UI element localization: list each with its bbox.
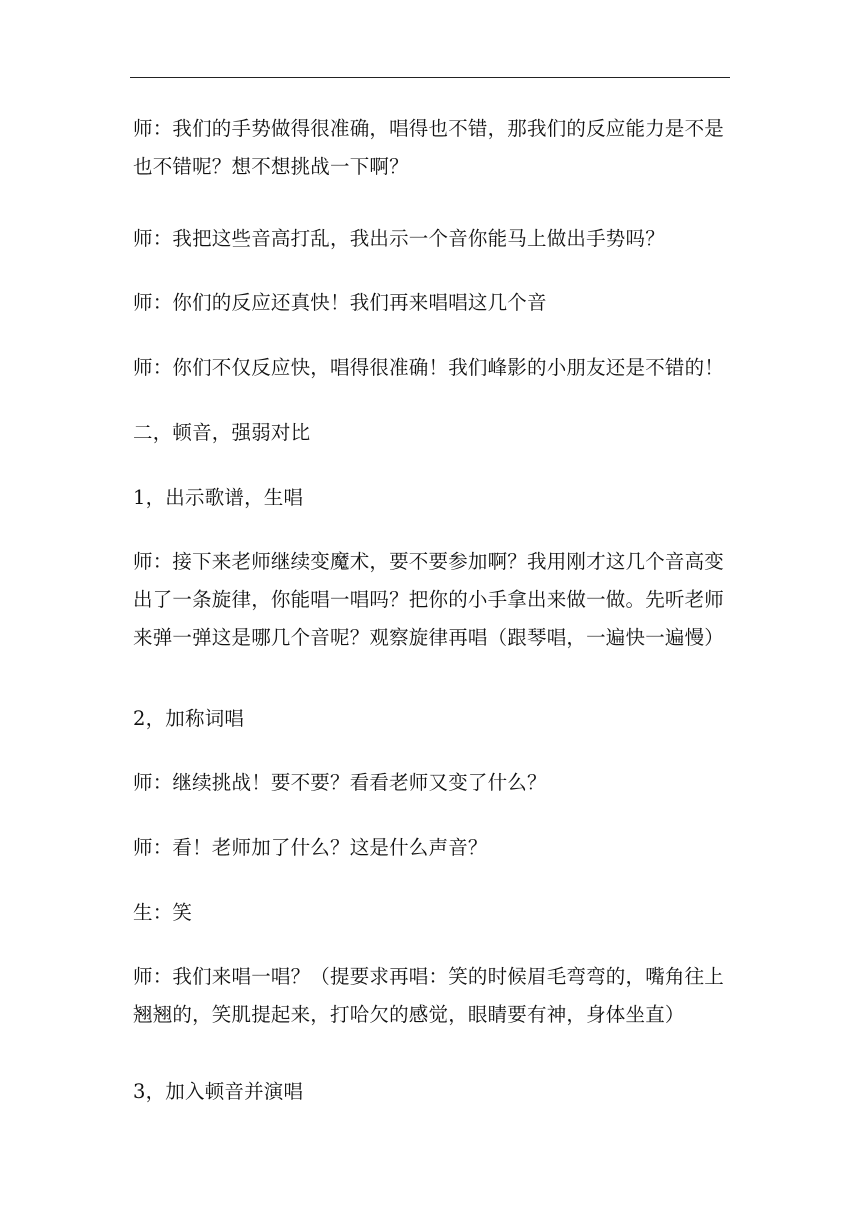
step-2-heading: 2，加称词唱 — [133, 707, 245, 730]
paragraph-teacher-melody: 师：接下来老师继续变魔术，要不要参加啊？我用刚才这几个音高变出了一条旋律，你能唱一唱吗？把你的小手拿出来做一做。先听老师来弹一弹这是哪几个音呢？观察旋律再唱（跟琴唱，一遍快一遍慢） — [133, 550, 725, 649]
paragraph-teacher-look: 师：看！老师加了什么？这是什么声音？ — [133, 836, 488, 859]
step-3-heading: 3，加入顿音并演唱 — [133, 1080, 304, 1103]
step-1-heading: 1，出示歌谱，生唱 — [133, 486, 304, 509]
paragraph-teacher-fast: 师：你们的反应还真快！我们再来唱唱这几个音 — [133, 291, 547, 314]
paragraph-teacher-challenge: 师：我们的手势做得很准确，唱得也不错，那我们的反应能力是不是也不错呢？想不想挑战一下啊？ — [133, 117, 725, 178]
paragraph-teacher-praise: 师：你们不仅反应快，唱得很准确！我们峰影的小朋友还是不错的！ — [133, 356, 725, 379]
header-rule — [130, 77, 730, 78]
paragraph-teacher-scramble: 师：我把这些音高打乱，我出示一个音你能马上做出手势吗？ — [133, 227, 665, 250]
section-heading-staccato: 二，顿音，强弱对比 — [133, 421, 311, 444]
paragraph-student-laugh: 生：笑 — [133, 901, 193, 924]
paragraph-teacher-sing: 师：我们来唱一唱？（提要求再唱：笑的时候眉毛弯弯的，嘴角往上翘翘的，笑肌提起来，打哈欠的感觉，眼睛要有神，身体坐直） — [133, 965, 725, 1026]
paragraph-teacher-continue: 师：继续挑战！要不要？看看老师又变了什么？ — [133, 771, 547, 794]
